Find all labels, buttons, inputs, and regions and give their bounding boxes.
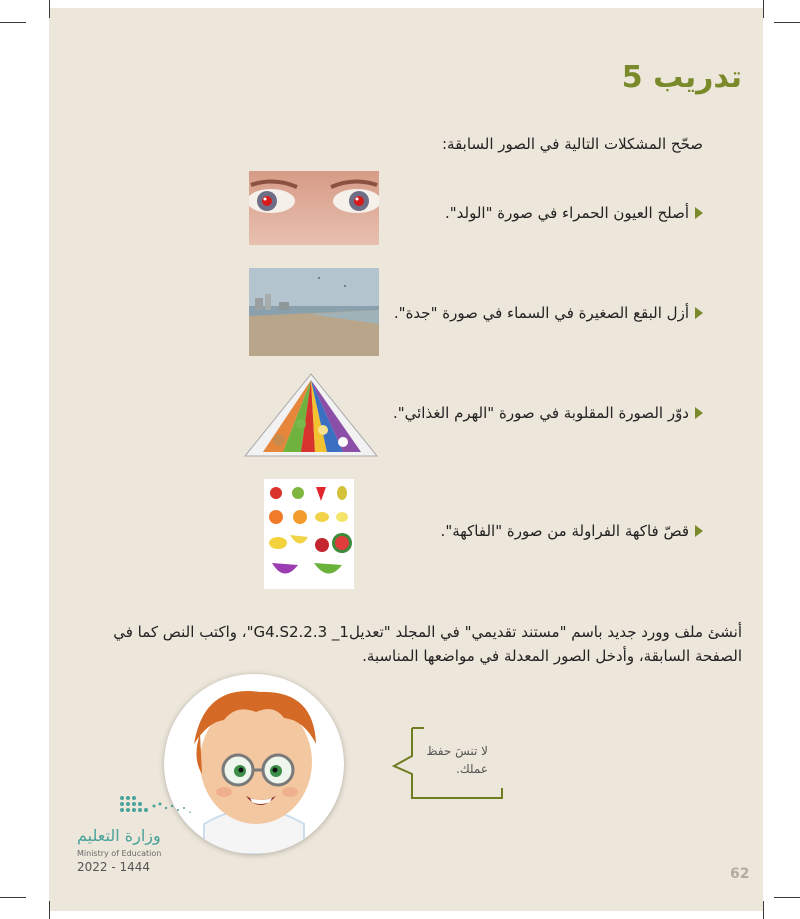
bubble-text: لا تنسَ حفظ عملك.	[426, 744, 488, 776]
crop-mark	[0, 897, 26, 898]
assignment-paragraph: أنشئ ملف وورد جديد باسم "مستند تقديمي" في المجلد "تعديل1_ G4.S2.2.3"، واكتب النص كما في الصفحة السابقة، وأدخل الصور المعدلة في مواضعها المناسبة.	[113, 623, 742, 665]
speech-bubble	[392, 726, 510, 800]
task-text: أصلح العيون الحمراء في صورة "الولد".	[444, 204, 689, 222]
food-pyramid-photo	[243, 372, 379, 460]
crop-mark	[763, 0, 764, 18]
eyes-photo	[249, 171, 379, 245]
task-text: قصّ فاكهة الفراولة من صورة "الفاكهة".	[440, 522, 689, 540]
bullet-icon	[695, 407, 703, 419]
task-item	[393, 404, 703, 422]
task-item	[394, 304, 703, 322]
crop-mark	[763, 901, 764, 919]
bullet-icon	[695, 207, 703, 219]
crop-mark	[49, 0, 50, 18]
beach-photo	[249, 268, 379, 356]
bullet-icon	[695, 307, 703, 319]
task-item	[441, 522, 703, 540]
page-number: 62	[730, 866, 750, 882]
task-text: دوّر الصورة المقلوبة في صورة "الهرم الغذائي".	[392, 404, 689, 422]
crop-mark	[49, 901, 50, 919]
instruction-text: صحّح المشكلات التالية في الصور السابقة:	[441, 135, 703, 153]
fruits-photo	[264, 479, 354, 589]
crop-mark	[774, 22, 800, 23]
boy-character	[164, 674, 344, 854]
ministry-year: 2022 - 1444	[77, 860, 151, 874]
bullet-icon	[695, 525, 703, 537]
task-item	[445, 204, 703, 222]
ministry-name-english: Ministry of Education	[77, 849, 162, 858]
ministry-name-arabic: وزارة التعليم	[77, 826, 161, 845]
crop-mark	[774, 897, 800, 898]
crop-mark	[0, 22, 26, 23]
task-text: أزل البقع الصغيرة في السماء في صورة "جدة".	[393, 304, 689, 322]
ministry-logo-icon	[118, 794, 208, 824]
page-title: تدريب 5	[621, 60, 742, 95]
